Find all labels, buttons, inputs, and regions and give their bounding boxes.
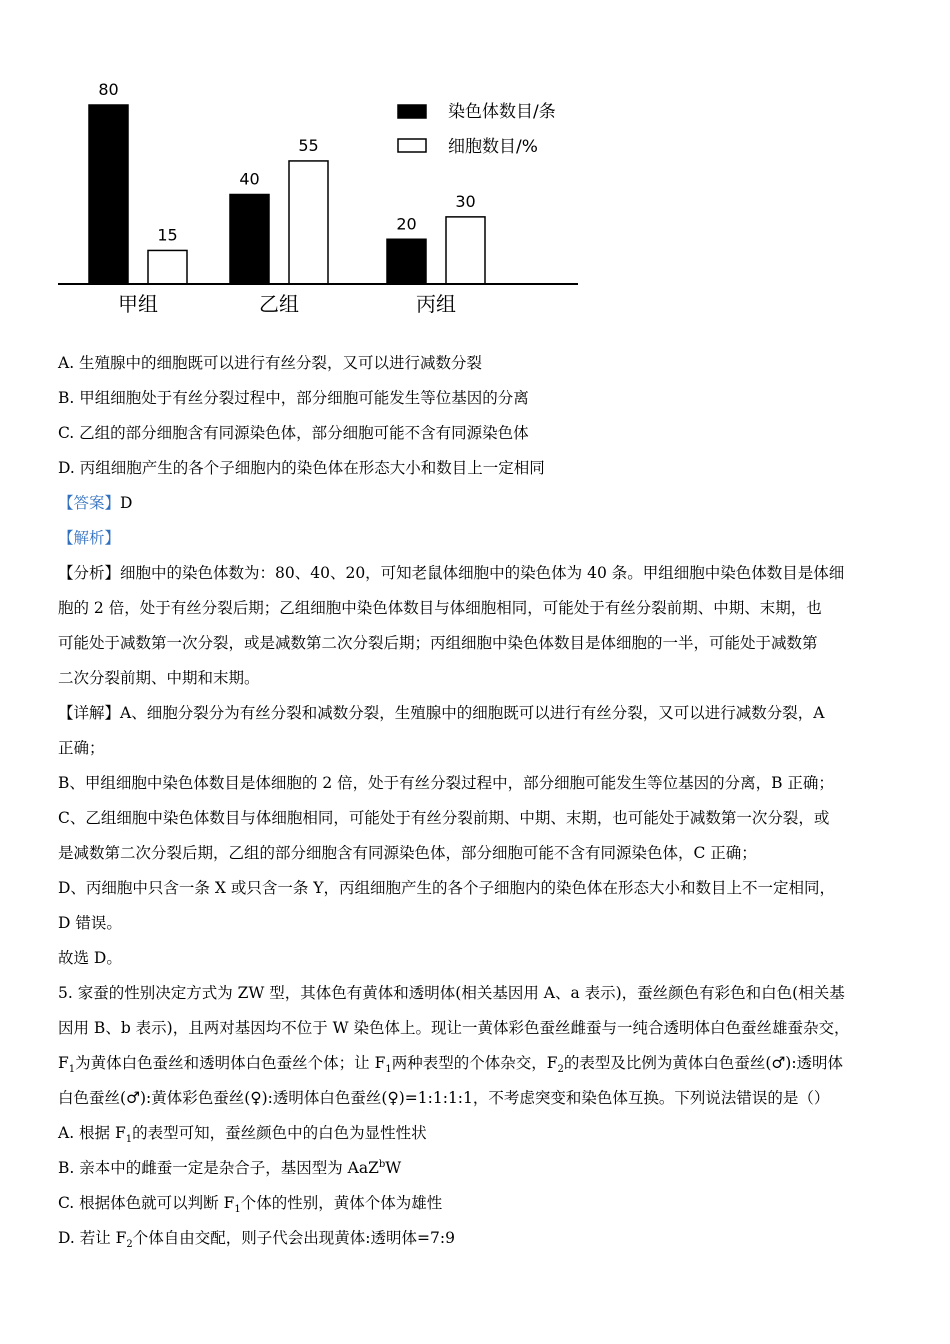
legend-label-cell: 细胞数目/% <box>448 137 538 157</box>
fenxi-text: 细胞中的染色体数为：80、40、20，可知老鼠体细胞中的染色体为 40 条。甲组细胞中染色体数目是体细 <box>120 564 845 582</box>
answer-value: D <box>120 494 133 512</box>
q4-option-a: A. 生殖腺中的细胞既可以进行有丝分裂，又可以进行减数分裂 <box>58 354 483 372</box>
q4-xiangjie-line-6: D、丙细胞中只含一条 X 或只含一条 Y，丙组细胞产生的各个子细胞内的染色体在形态大小和数目上不一定相同， <box>58 879 835 897</box>
q5-option-d <box>58 1221 898 1256</box>
q5-option-b <box>58 1151 898 1186</box>
category-label: 丙组 <box>416 292 456 316</box>
q4-xiangjie-line-2: 正确； <box>58 739 105 757</box>
bar-cell-1 <box>148 250 187 284</box>
data-label: 40 <box>239 169 260 189</box>
q5-stem-line-1: 5. 家蚕的性别决定方式为 ZW 型，其体色有黄体和透明体(相关基因用 A、a 表示)，蚕丝颜色有彩色和白色(相关基 <box>58 984 845 1002</box>
subscript: 2 <box>126 1239 133 1251</box>
subscript: 1 <box>125 1134 133 1146</box>
q4-fenxi-line-1 <box>58 556 898 591</box>
q4-xiangjie-line-4: C、乙组细胞中染色体数目与体细胞相同，可能处于有丝分裂前期、中期、末期，也可能处于减数第一次分裂，或 <box>58 809 830 827</box>
text-fragment: W <box>385 1159 402 1177</box>
q4-conclusion: 故选 D。 <box>58 949 122 967</box>
xiangjie-text: A、细胞分裂分为有丝分裂和减数分裂，生殖腺中的细胞既可以进行有丝分裂，又可以进行减数分裂，A <box>120 704 825 722</box>
text-fragment: 为黄体白色蚕丝和透明体白色蚕丝个体；让 F <box>75 1054 386 1072</box>
text-fragment: 个体的性别，黄体个体为雄性 <box>240 1194 443 1212</box>
q5-option-c <box>58 1186 898 1221</box>
category-label: 甲组 <box>118 292 158 316</box>
q4-xiangjie-line-3: B、甲组细胞中染色体数目是体细胞的 2 倍，处于有丝分裂过程中，部分细胞可能发生等位基因的分离，B 正确； <box>58 774 834 792</box>
text-fragment: 的表型及比例为黄体白色蚕丝(♂):透明体 <box>563 1054 844 1072</box>
q4-xiangjie-line-7: D 错误。 <box>58 914 122 932</box>
text-fragment: 的表型可知，蚕丝颜色中的白色为显性性状 <box>132 1124 427 1142</box>
data-label: 80 <box>98 80 119 99</box>
text-fragment: D. 若让 F <box>58 1229 127 1247</box>
text-fragment: 个体自由交配，则子代会出现黄体:透明体=7:9 <box>132 1229 455 1247</box>
legend-swatch-chromosome <box>398 105 426 118</box>
q4-option-b: B. 甲组细胞处于有丝分裂过程中，部分细胞可能发生等位基因的分离 <box>58 389 529 407</box>
bar-chromosome-1 <box>89 105 128 284</box>
legend-label-chromosome: 染色体数目/条 <box>448 102 556 122</box>
q5-stem-line-4: 白色蚕丝(♂):黄体彩色蚕丝(♀):透明体白色蚕丝(♀)=1:1:1:1，不考虑突变和染色体互换。下列说法错误的是（） <box>58 1089 830 1107</box>
text-fragment: C. 根据体色就可以判断 F <box>58 1194 235 1212</box>
subscript: 2 <box>557 1064 564 1076</box>
subscript: 1 <box>385 1064 392 1076</box>
data-label: 55 <box>298 135 319 155</box>
data-label: 20 <box>396 214 417 234</box>
q4-answer <box>58 486 898 521</box>
text-fragment: B. 亲本中的雌蚕一定是杂合子，基因型为 AaZ <box>58 1159 379 1177</box>
fenxi-tag: 【分析】 <box>58 564 121 582</box>
text-fragment: A. 根据 F <box>58 1124 126 1142</box>
q5-stem-line-2: 因用 B、b 表示)，且两对基因均不位于 W 染色体上。现让一黄体彩色蚕丝雌蚕与一纯合透明体白色蚕丝雄蚕杂交， <box>58 1019 850 1037</box>
legend <box>398 102 556 157</box>
subscript: 1 <box>68 1064 76 1076</box>
bar-cell-3 <box>446 217 485 284</box>
text-fragment: F <box>58 1054 69 1072</box>
superscript: b <box>378 1158 386 1170</box>
q5-stem-line-3 <box>58 1046 898 1081</box>
q4-fenxi-line-3: 可能处于减数第一次分裂，或是减数第二次分裂后期；丙组细胞中染色体数目是体细胞的一半，可能处于减数第 <box>58 634 818 652</box>
data-label: 30 <box>455 191 476 211</box>
q4-option-c: C. 乙组的部分细胞含有同源染色体，部分细胞可能不含有同源染色体 <box>58 424 529 442</box>
q4-option-d: D. 丙组细胞产生的各个子细胞内的染色体在形态大小和数目上一定相同 <box>58 459 545 477</box>
analysis-tag: 【解析】 <box>58 529 121 547</box>
q4-xiangjie-line-5: 是减数第二次分裂后期，乙组的部分细胞含有同源染色体，部分细胞可能不含有同源染色体，C 正确； <box>58 844 757 862</box>
text-fragment: 两种表型的个体杂交，F <box>391 1054 558 1072</box>
bar-chromosome-3 <box>387 239 426 284</box>
q4-xiangjie-line-1 <box>58 696 898 731</box>
bar-cell-2 <box>289 161 328 284</box>
category-label: 乙组 <box>259 292 299 316</box>
subscript: 1 <box>234 1204 241 1216</box>
q4-fenxi-line-4: 二次分裂前期、中期和末期。 <box>58 669 260 687</box>
bar-chart <box>50 70 590 325</box>
bar-chromosome-2 <box>230 195 269 285</box>
legend-swatch-cell <box>398 139 426 152</box>
q4-fenxi-line-2: 胞的 2 倍，处于有丝分裂后期；乙组细胞中染色体数目与体细胞相同，可能处于有丝分裂前期、中期、末期，也 <box>58 599 822 617</box>
xiangjie-tag: 【详解】 <box>58 704 121 722</box>
q4-analysis-heading <box>58 521 898 556</box>
question-content <box>58 346 898 1256</box>
q5-option-a <box>58 1116 898 1151</box>
answer-tag: 【答案】 <box>58 494 121 512</box>
data-label: 15 <box>157 225 178 245</box>
